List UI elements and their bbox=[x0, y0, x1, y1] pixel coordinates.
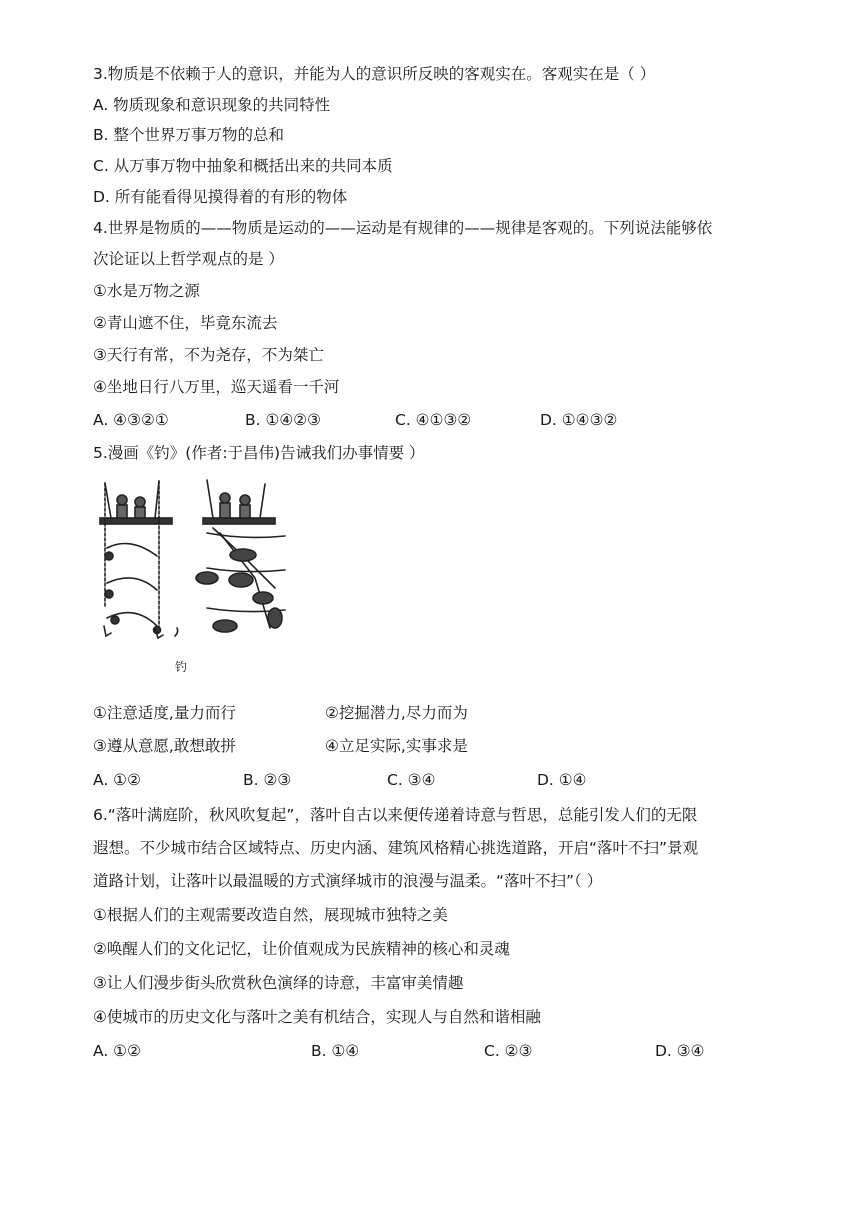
q6-option-a: A. ①② bbox=[93, 1042, 141, 1060]
right-fish-6 bbox=[268, 608, 282, 628]
q5-item-1: ①注意适度,量力而行 bbox=[93, 704, 236, 722]
left-crossline-2 bbox=[107, 578, 157, 590]
q5-item-2: ②挖掘潜力,尽力而为 bbox=[325, 704, 468, 722]
right-fish-5 bbox=[213, 620, 237, 632]
left-platform bbox=[100, 518, 172, 524]
left-fisher-body-1 bbox=[117, 505, 127, 518]
q6-stem-line1: 6.“落叶满庭阶，秋风吹复起”，落叶自古以来便传递着诗意与哲思，总能引发人们的无限 bbox=[93, 806, 698, 824]
q5-option-d: D. ①④ bbox=[537, 771, 587, 789]
fishing-cartoon bbox=[95, 478, 295, 650]
q6-item-2: ②唤醒人们的文化记忆，让价值观成为民族精神的核心和灵魂 bbox=[93, 940, 510, 958]
q6-item-3: ③让人们漫步街头欣赏秋色演绎的诗意，丰富审美情趣 bbox=[93, 974, 464, 992]
q6-stem-line2: 遐想。不少城市结合区域特点、历史内涵、建筑风格精心挑选道路，开启“落叶不扫”景观 bbox=[93, 839, 699, 857]
q4-option-d: D. ①④③② bbox=[540, 411, 618, 429]
right-fisher-head-2 bbox=[240, 495, 250, 505]
q5-stem: 5.漫画《钓》(作者:于昌伟)告诫我们办事情要 ） bbox=[93, 444, 425, 462]
q5-option-c: C. ③④ bbox=[387, 771, 436, 789]
q6-stem-line3: 道路计划，让落叶以最温暖的方式演绎城市的浪漫与温柔。“落叶不扫”（ ） bbox=[93, 872, 603, 890]
q6-option-d: D. ③④ bbox=[655, 1042, 705, 1060]
q6-item-1: ①根据人们的主观需要改造自然，展现城市独特之美 bbox=[93, 906, 448, 924]
q6-option-c: C. ②③ bbox=[484, 1042, 533, 1060]
q3-option-c: C. 从万事万物中抽象和概括出来的共同本质 bbox=[93, 157, 393, 175]
left-small-mark bbox=[175, 628, 178, 636]
cartoon-caption: 钓 bbox=[175, 660, 188, 674]
q4-option-a: A. ④③②① bbox=[93, 411, 169, 429]
left-rod-1 bbox=[105, 483, 111, 518]
right-fisher-head-1 bbox=[220, 493, 230, 503]
q3-option-a: A. 物质现象和意识现象的共同特性 bbox=[93, 96, 331, 114]
q4-stem-line1: 4.世界是物质的——物质是运动的——运动是有规律的——规律是客观的。下列说法能够依 bbox=[93, 219, 713, 237]
left-hook-1 bbox=[104, 626, 111, 636]
q4-item-3: ③天行有常，不为尧存，不为桀亡 bbox=[93, 346, 324, 364]
q5-option-a: A. ①② bbox=[93, 771, 141, 789]
q4-item-4: ④坐地日行八万里，巡天遥看一千河 bbox=[93, 378, 340, 396]
right-fish-2 bbox=[196, 572, 218, 584]
right-fish-4 bbox=[253, 592, 273, 604]
q5-item-4: ④立足实际,实事求是 bbox=[325, 737, 468, 755]
q4-stem-line2: 次论证以上哲学观点的是 ） bbox=[93, 250, 284, 268]
q3-option-d: D. 所有能看得见摸得着的有形的物体 bbox=[93, 188, 348, 206]
left-bait-3 bbox=[111, 616, 119, 624]
q6-option-b: B. ①④ bbox=[311, 1042, 360, 1060]
right-fisher-body-2 bbox=[240, 505, 250, 518]
left-bait-1 bbox=[105, 552, 113, 560]
right-fish-1 bbox=[230, 549, 256, 561]
right-fisher-body-1 bbox=[220, 503, 230, 518]
q4-option-b: B. ①④②③ bbox=[245, 411, 322, 429]
left-fisher-body-2 bbox=[135, 507, 145, 518]
left-fisher-head-2 bbox=[135, 497, 145, 507]
right-platform bbox=[203, 518, 275, 524]
q6-item-4: ④使城市的历史文化与落叶之美有机结合，实现人与自然和谐相融 bbox=[93, 1008, 541, 1026]
q4-item-1: ①水是万物之源 bbox=[93, 282, 200, 300]
q4-option-c: C. ④①③② bbox=[395, 411, 472, 429]
right-rod-1 bbox=[207, 480, 213, 518]
q3-stem: 3.物质是不依赖于人的意识，并能为人的意识所反映的客观实在。客观实在是（ ） bbox=[93, 65, 656, 83]
left-fisher-head-1 bbox=[117, 495, 127, 505]
left-bait-2 bbox=[105, 590, 113, 598]
q5-option-b: B. ②③ bbox=[243, 771, 292, 789]
right-rod-2 bbox=[260, 484, 265, 518]
left-crossline-1 bbox=[107, 544, 157, 557]
q5-item-3: ③遵从意愿,敢想敢拼 bbox=[93, 737, 236, 755]
right-fish-3 bbox=[229, 573, 253, 587]
right-water-2 bbox=[207, 568, 285, 572]
q3-option-b: B. 整个世界万事万物的总和 bbox=[93, 126, 284, 144]
q4-item-2: ②青山遮不住，毕竟东流去 bbox=[93, 314, 278, 332]
